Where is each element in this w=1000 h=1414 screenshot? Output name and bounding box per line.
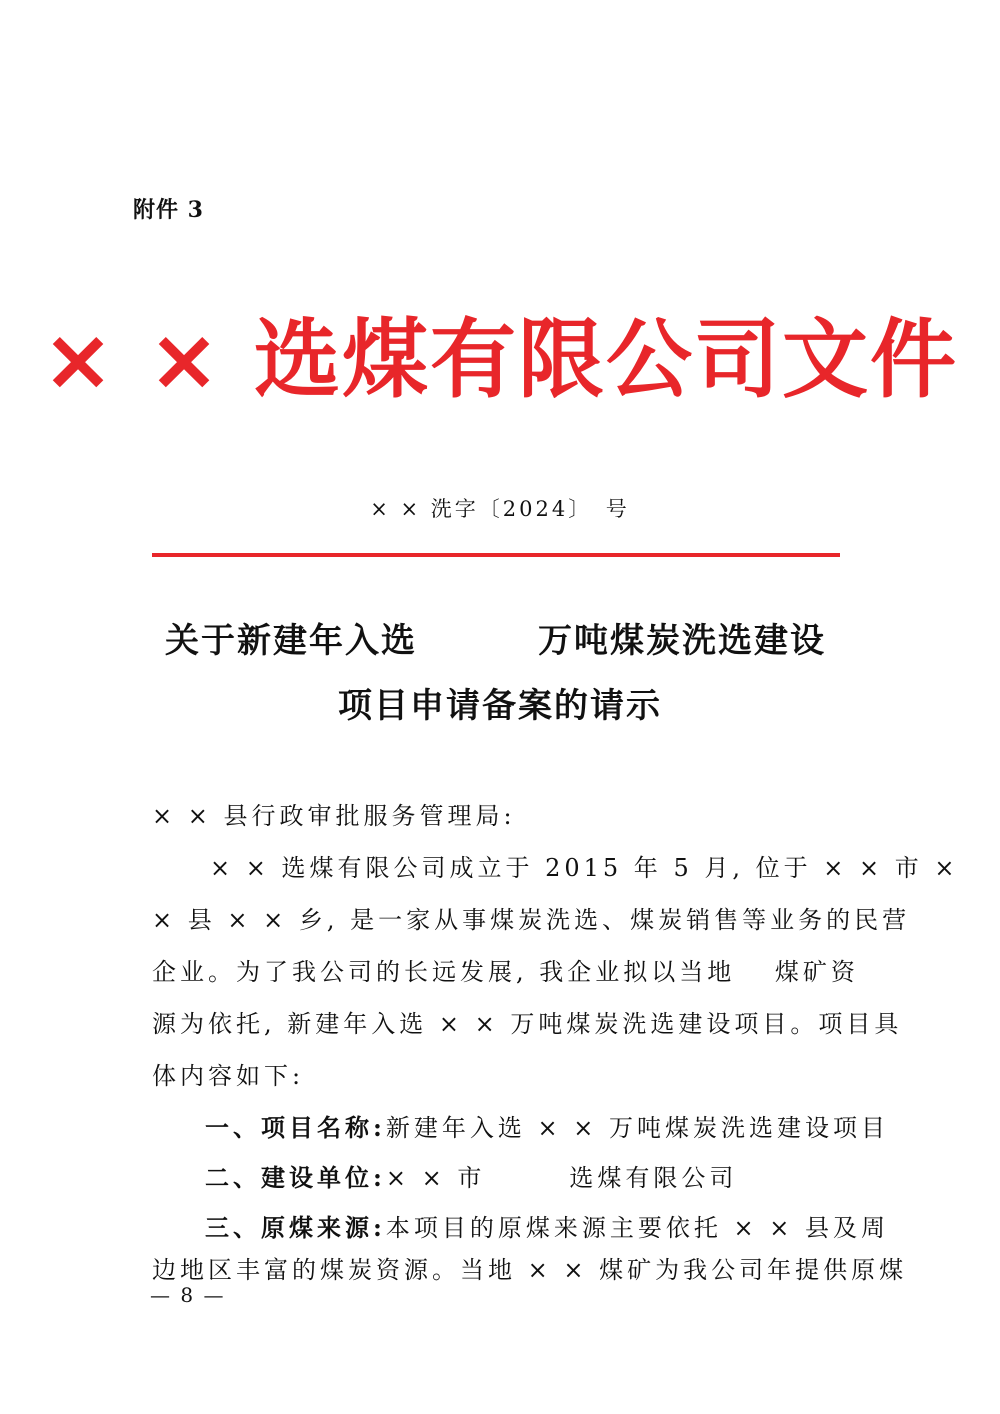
paragraph-line: 源为依托, 新建年入选 × × 万吨煤炭洗选建设项目。项目具 (152, 1010, 903, 1038)
item-text: 新建年入选 × × 万吨煤炭洗选建设项目 (385, 1114, 889, 1142)
page-number: — 8 — (150, 1283, 226, 1307)
item-text: 本项目的原煤来源主要依托 × × 县及周 (385, 1214, 889, 1242)
item-construction-unit (205, 1158, 737, 1193)
item-label: 二、建设单位: (205, 1163, 386, 1192)
item-coal-source (205, 1208, 889, 1243)
item-label: 一、项目名称: (205, 1113, 386, 1142)
paragraph-line: 边地区丰富的煤炭资源。当地 × × 煤矿为我公司年提供原煤 (152, 1256, 908, 1284)
header-divider-line (152, 553, 840, 557)
title-line-1-part-2: 万吨煤炭洗选建设 (538, 621, 826, 661)
recipient-line: × × 县行政审批服务管理局: (152, 802, 516, 830)
item-project-name (205, 1108, 889, 1143)
attachment-label: 附件 3 (133, 197, 204, 223)
item-label: 三、原煤来源: (205, 1213, 386, 1242)
item-text: × × 市 选煤有限公司 (385, 1164, 738, 1192)
title-line-1-part-1: 关于新建年入选 (165, 621, 417, 661)
paragraph-line: 体内容如下: (152, 1062, 305, 1090)
document-header-title: × × 选煤有限公司文件 (42, 310, 958, 410)
paragraph-line: × × 选煤有限公司成立于 2015 年 5 月, 位于 × × 市 × (210, 854, 959, 882)
paragraph-line: × 县 × × 乡, 是一家从事煤炭洗选、煤炭销售等业务的民营 (152, 906, 911, 934)
title-line-2: 项目申请备案的请示 (338, 686, 662, 726)
document-number: × × 洗字〔2024〕 号 (370, 497, 630, 521)
paragraph-line: 企业。为了我公司的长远发展, 我企业拟以当地 煤矿资 (152, 958, 859, 986)
